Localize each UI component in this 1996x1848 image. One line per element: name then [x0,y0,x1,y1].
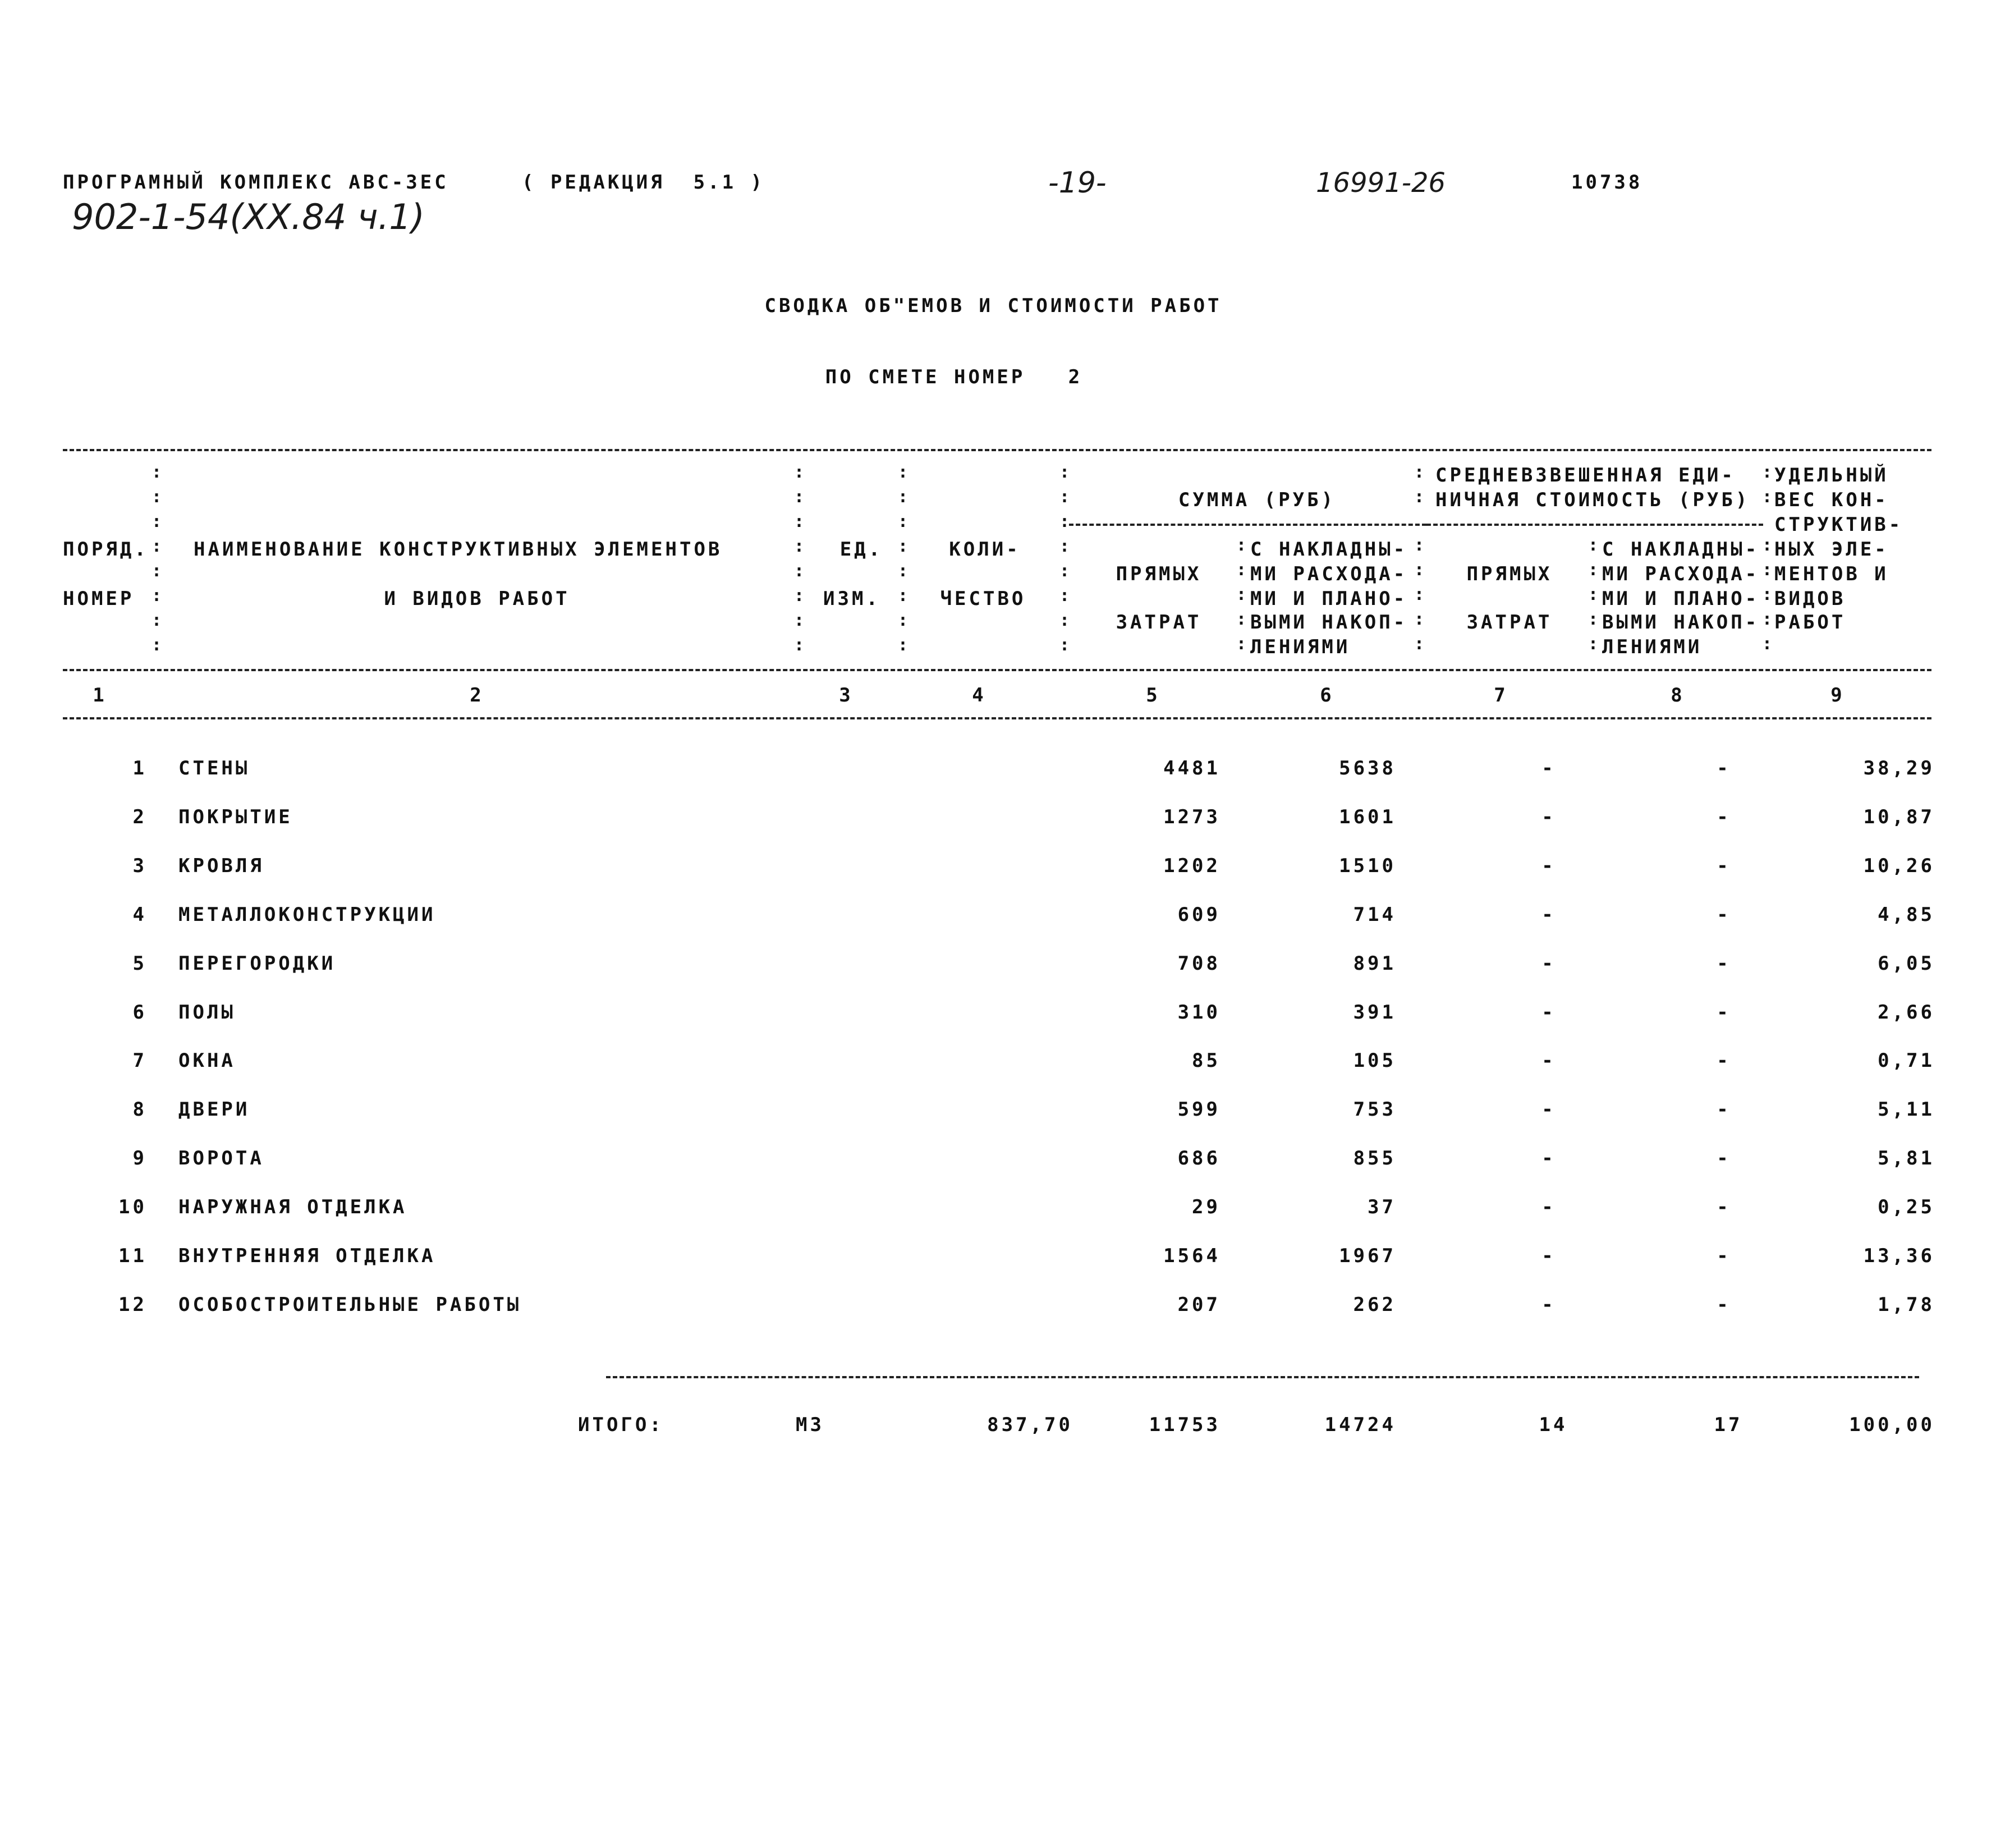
document-subtitle: ПО СМЕТЕ НОМЕР 2 [825,366,1083,388]
row-number: 5 [132,952,147,975]
column-numbers-border [63,717,1931,719]
row-avg-overhead: - [1717,1245,1731,1267]
row-avg-overhead: - [1717,1098,1731,1121]
header-share-line3: СТРУКТИВ- [1774,513,1903,536]
header-overhead-line3: МИ И ПЛАНО- [1250,588,1408,610]
row-number: 6 [132,1001,147,1024]
header-overhead-line1: С НАКЛАДНЫ- [1250,538,1408,561]
row-name: ОКНА [178,1049,236,1072]
row-avg-overhead: - [1717,952,1731,975]
column-separator: : : : : : [1236,535,1247,654]
row-number: 9 [132,1147,147,1170]
row-avg-overhead: - [1717,1147,1731,1170]
row-share: 4,85 [1878,904,1935,926]
column-separator: : : [1414,462,1425,507]
row-name: ПЕРЕГОРОДКИ [178,952,336,975]
row-direct-cost: 1273 [1163,806,1220,828]
total-direct: 11753 [1149,1414,1220,1436]
total-divider [606,1376,1919,1378]
row-name: ПОЛЫ [178,1001,236,1024]
header-avg-overhead-line4: ВЫМИ НАКОП- [1602,611,1760,634]
row-overhead-cost: 262 [1353,1294,1396,1316]
header-share-line7: РАБОТ [1774,611,1846,634]
column-separator: : : : : : : : : [152,462,162,655]
row-direct-cost: 4481 [1163,757,1220,779]
row-name: ВНУТРЕННЯЯ ОТДЕЛКА [178,1245,436,1267]
row-overhead-cost: 1601 [1339,806,1396,828]
row-share: 13,36 [1863,1245,1935,1267]
column-number: 5 [1146,684,1160,707]
row-avg-direct: - [1541,806,1556,828]
header-overhead-line4: ВЫМИ НАКОП- [1250,611,1408,634]
row-avg-direct: - [1541,1245,1556,1267]
row-avg-overhead: - [1717,1294,1731,1316]
column-separator: : : [1762,462,1773,507]
header-order-line1: ПОРЯД. [63,538,149,561]
row-share: 38,29 [1863,757,1935,779]
row-name: ОСОБОСТРОИТЕЛЬНЫЕ РАБОТЫ [178,1294,522,1316]
row-number: 2 [132,806,147,828]
header-overhead-line2: МИ РАСХОДА- [1250,563,1408,585]
total-share: 100,00 [1849,1414,1935,1436]
row-overhead-cost: 1967 [1339,1245,1396,1267]
row-direct-cost: 708 [1177,952,1220,975]
total-avg-direct: 14 [1539,1414,1568,1436]
row-direct-cost: 310 [1177,1001,1220,1024]
header-name-line1: НАИМЕНОВАНИЕ КОНСТРУКТИВНЫХ ЭЛЕМЕНТОВ [194,538,723,561]
row-name: ВОРОТА [178,1147,264,1170]
header-share-line4: НЫХ ЭЛЕ- [1774,538,1889,561]
total-quantity: 837,70 [987,1414,1073,1436]
row-overhead-cost: 855 [1353,1147,1396,1170]
header-share-line2: ВЕС КОН- [1774,489,1889,511]
row-share: 1,78 [1878,1294,1935,1316]
row-avg-overhead: - [1717,806,1731,828]
row-number: 1 [132,757,147,779]
column-separator: : : : : : [1588,535,1599,654]
column-separator: : : : : : [1414,535,1425,654]
project-code: 902-1-54(ХХ.84 ч.1) [72,196,425,237]
row-share: 10,87 [1863,806,1935,828]
header-order-line2: НОМЕР [63,588,135,610]
row-number: 4 [132,904,147,926]
total-unit: М3 [796,1414,824,1436]
row-direct-cost: 686 [1177,1147,1220,1170]
row-avg-overhead: - [1717,855,1731,877]
row-share: 0,71 [1878,1049,1935,1072]
row-overhead-cost: 753 [1353,1098,1396,1121]
header-avg-overhead-line1: С НАКЛАДНЫ- [1602,538,1760,561]
row-avg-overhead: - [1717,904,1731,926]
row-avg-direct: - [1541,1196,1556,1218]
row-number: 11 [118,1245,147,1267]
row-avg-direct: - [1541,1098,1556,1121]
row-avg-direct: - [1541,952,1556,975]
row-number: 10 [118,1196,147,1218]
row-overhead-cost: 37 [1368,1196,1396,1218]
row-direct-cost: 29 [1192,1196,1220,1218]
row-share: 5,11 [1878,1098,1935,1121]
row-overhead-cost: 105 [1353,1049,1396,1072]
column-separator: : : : : : : : : [898,462,908,655]
column-number: 8 [1671,684,1685,707]
row-name: НАРУЖНАЯ ОТДЕЛКА [178,1196,407,1218]
column-separator: : : : : : : : : [794,462,805,655]
header-share-line5: МЕНТОВ И [1774,563,1889,585]
column-separator: : : : : : [1762,535,1773,654]
header-avg-direct-line2: ЗАТРАТ [1466,611,1553,634]
row-avg-direct: - [1541,1294,1556,1316]
header-unit-line1: ЕД. [839,538,883,561]
row-number: 8 [132,1098,147,1121]
header-share-line1: УДЕЛЬНЫЙ [1774,464,1889,487]
column-number: 2 [470,684,484,707]
row-name: ПОКРЫТИЕ [178,806,293,828]
header-overhead-line5: ЛЕНИЯМИ [1250,636,1351,658]
row-overhead-cost: 5638 [1339,757,1396,779]
column-number: 4 [972,684,986,707]
header-name-line2: И ВИДОВ РАБОТ [384,588,570,610]
album-code: 16991-26 [1316,167,1446,199]
row-name: СТЕНЫ [178,757,250,779]
row-avg-overhead: - [1717,1049,1731,1072]
column-number: 1 [93,684,107,707]
column-number: 7 [1494,684,1508,707]
row-direct-cost: 85 [1192,1049,1220,1072]
row-name: ДВЕРИ [178,1098,250,1121]
document-number: 10738 [1571,171,1643,194]
header-direct-line2: ЗАТРАТ [1116,611,1202,634]
row-avg-direct: - [1541,1147,1556,1170]
header-avg-overhead-line5: ЛЕНИЯМИ [1602,636,1703,658]
row-share: 6,05 [1878,952,1935,975]
row-number: 7 [132,1049,147,1072]
row-avg-overhead: - [1717,1196,1731,1218]
row-share: 10,26 [1863,855,1935,877]
header-avg-group-line2: НИЧНАЯ СТОИМОСТЬ (РУБ) [1435,489,1750,511]
document-title: СВОДКА ОБ"ЕМОВ И СТОИМОСТИ РАБОТ [764,295,1222,317]
total-avg-overhead: 17 [1714,1414,1743,1436]
header-direct-line1: ПРЯМЫХ [1116,563,1202,585]
sum-group-divider [1069,524,1426,526]
column-number: 9 [1830,684,1845,707]
row-number: 12 [118,1294,147,1316]
row-number: 3 [132,855,147,877]
edition-label: ( РЕДАКЦИЯ 5.1 ) [522,171,765,194]
row-avg-direct: - [1541,855,1556,877]
header-avg-overhead-line2: МИ РАСХОДА- [1602,563,1760,585]
header-share-line6: ВИДОВ [1774,588,1846,610]
row-overhead-cost: 391 [1353,1001,1396,1024]
header-unit-line2: ИЗМ. [823,588,880,610]
header-avg-group-line1: СРЕДНЕВЗВЕШЕННАЯ ЕДИ- [1435,464,1736,487]
header-bottom-border [63,669,1931,671]
row-avg-overhead: - [1717,757,1731,779]
page-number: -19- [1048,166,1107,200]
row-overhead-cost: 714 [1353,904,1396,926]
header-sum-group: СУММА (РУБ) [1178,489,1336,511]
column-number: 6 [1320,684,1334,707]
row-overhead-cost: 1510 [1339,855,1396,877]
avg-group-divider [1426,524,1763,526]
row-avg-overhead: - [1717,1001,1731,1024]
table-top-border [63,449,1931,451]
row-name: КРОВЛЯ [178,855,264,877]
total-label: ИТОГО: [578,1414,664,1436]
row-avg-direct: - [1541,757,1556,779]
total-overhead: 14724 [1324,1414,1396,1436]
row-name: МЕТАЛЛОКОНСТРУКЦИИ [178,904,436,926]
row-share: 5,81 [1878,1147,1935,1170]
column-number: 3 [839,684,854,707]
program-name: ПРОГРАМНЫЙ КОМПЛЕКС АВС-3ЕС [63,171,449,194]
row-share: 0,25 [1878,1196,1935,1218]
column-separator: : : : : : : : : [1059,462,1070,655]
header-qty-line2: ЧЕСТВО [940,588,1026,610]
row-overhead-cost: 891 [1353,952,1396,975]
header-avg-direct-line1: ПРЯМЫХ [1466,563,1553,585]
row-avg-direct: - [1541,1001,1556,1024]
row-avg-direct: - [1541,904,1556,926]
row-direct-cost: 599 [1177,1098,1220,1121]
header-qty-line1: КОЛИ- [949,538,1021,561]
row-direct-cost: 1202 [1163,855,1220,877]
row-direct-cost: 1564 [1163,1245,1220,1267]
header-avg-overhead-line3: МИ И ПЛАНО- [1602,588,1760,610]
row-direct-cost: 207 [1177,1294,1220,1316]
row-avg-direct: - [1541,1049,1556,1072]
row-direct-cost: 609 [1177,904,1220,926]
row-share: 2,66 [1878,1001,1935,1024]
